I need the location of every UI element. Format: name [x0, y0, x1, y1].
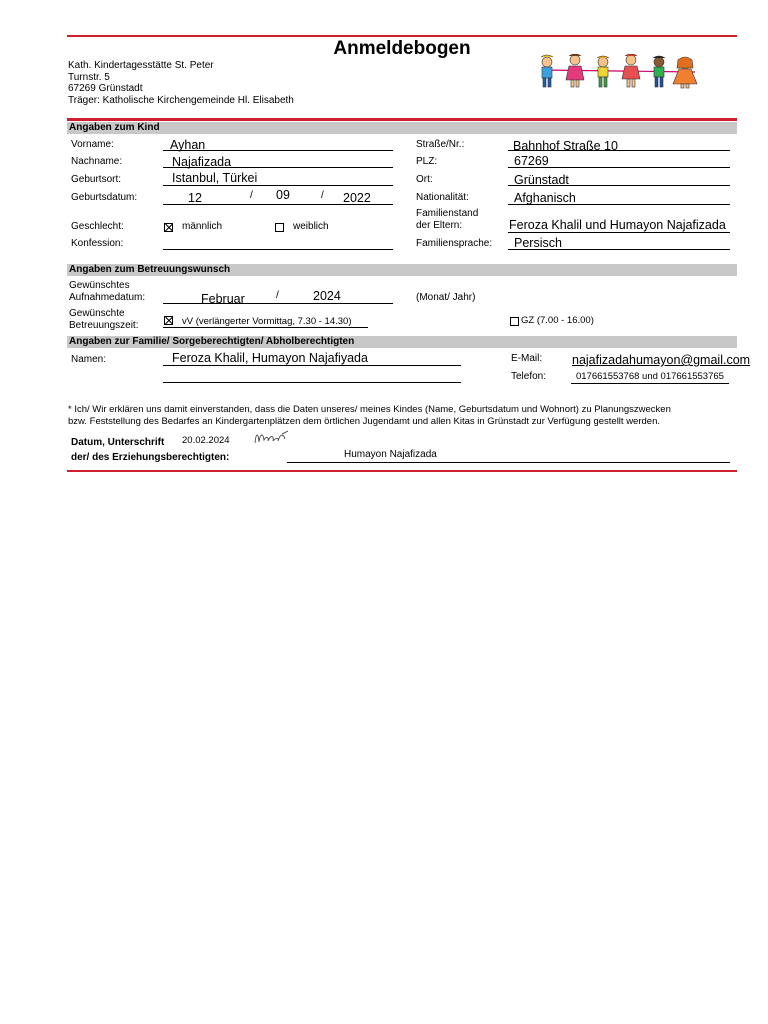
children-illustration-logo	[535, 54, 707, 90]
email-value[interactable]: najafizadahumayon@gmail.com	[572, 353, 751, 367]
section-header-family: Angaben zur Familie/ Sorgeberechtigten/ Abholberechtigten	[67, 336, 737, 348]
geburtsort-underline	[163, 185, 393, 186]
institution-city: 67269 Grünstadt	[68, 83, 143, 94]
familiensprache-label: Familiensprache:	[416, 238, 493, 249]
nationalitaet-label: Nationalität:	[416, 192, 469, 203]
plz-underline	[508, 167, 730, 168]
page-title: Anmeldebogen	[333, 38, 471, 59]
geburtsort-label: Geburtsort:	[71, 174, 122, 185]
nachname-label: Nachname:	[71, 156, 123, 167]
namen-underline-2	[163, 382, 461, 383]
ort-underline	[508, 185, 730, 186]
maennlich-checkbox[interactable]	[164, 223, 173, 232]
strasse-underline	[508, 150, 730, 151]
ort-label: Ort:	[416, 174, 433, 185]
vv-underline	[163, 327, 368, 328]
geburtsdatum-day[interactable]: 12	[188, 191, 202, 205]
vv-option-label: vV (verlängerter Vormittag, 7.30 - 14.30)	[182, 316, 352, 327]
strasse-label: Straße/Nr.:	[416, 139, 465, 150]
konfession-underline	[163, 249, 393, 250]
nachname-underline	[163, 167, 393, 168]
weiblich-checkbox[interactable]	[275, 223, 284, 232]
familienstand-underline	[508, 232, 730, 233]
header-rule	[67, 118, 737, 121]
vorname-value[interactable]: Ayhan	[170, 138, 206, 152]
gz-option-label: GZ (7.00 - 16.00)	[521, 315, 594, 326]
familiensprache-value[interactable]: Persisch	[514, 236, 562, 250]
aufnahme-label-line1: Gewünschtes	[69, 280, 130, 291]
aufnahme-label-line2: Aufnahmedatum:	[69, 292, 146, 303]
nationalitaet-value[interactable]: Afghanisch	[514, 191, 576, 205]
consent-line2: bzw. Feststellung des Bedarfes an Kindergartenplätzen dem örtlichen Jugendamt und allen Kitas in Grünstadt zur Verfügung gestellt werden.	[68, 416, 660, 427]
aufnahme-monat[interactable]: Februar	[201, 292, 245, 306]
nachname-value[interactable]: Najafizada	[172, 155, 232, 169]
email-label: E-Mail:	[511, 353, 543, 364]
ort-value[interactable]: Grünstadt	[514, 173, 569, 187]
konfession-label: Konfession:	[71, 238, 124, 249]
plz-value[interactable]: 67269	[514, 154, 549, 168]
maennlich-label: männlich	[182, 221, 223, 232]
date-separator-2: /	[321, 190, 324, 201]
handwritten-signature	[252, 428, 292, 450]
telefon-label: Telefon:	[511, 371, 547, 382]
vv-checkbox[interactable]	[164, 316, 173, 325]
familienstand-value[interactable]: Feroza Khalil und Humayon Najafizada	[509, 218, 726, 232]
geburtsdatum-underline	[163, 204, 393, 205]
weiblich-label: weiblich	[293, 221, 329, 232]
telefon-value[interactable]: 017661553768 und 017661553765	[576, 371, 724, 382]
signature-underline	[287, 462, 730, 463]
signature-name[interactable]: Humayon Najafizada	[344, 449, 437, 460]
familienstand-label-line2: der Eltern:	[416, 220, 463, 231]
institution-carrier: Träger: Katholische Kirchengemeinde Hl. Elisabeth	[68, 94, 294, 106]
institution-block	[68, 60, 294, 106]
vorname-underline	[163, 150, 393, 151]
zeit-label-line1: Gewünschte	[69, 308, 125, 319]
consent-line1: * Ich/ Wir erklären uns damit einverstanden, dass die Daten unseres/ meines Kindes (Name, Geburtsdatum und Wohnort) zu Planungszwecken	[68, 404, 671, 415]
section-header-care: Angaben zum Betreuungswunsch	[67, 264, 737, 276]
geburtsort-value[interactable]: Istanbul, Türkei	[172, 171, 258, 185]
nationalitaet-underline	[508, 204, 730, 205]
telefon-underline	[571, 383, 729, 384]
zeit-label-line2: Betreuungszeit:	[69, 320, 139, 331]
aufnahme-underline	[163, 303, 393, 304]
geburtsdatum-label: Geburtsdatum:	[71, 192, 138, 203]
plz-label: PLZ:	[416, 156, 438, 167]
top-rule	[67, 35, 737, 37]
institution-street: Turnstr. 5	[68, 71, 110, 83]
gz-checkbox[interactable]	[510, 317, 519, 326]
geschlecht-label: Geschlecht:	[71, 221, 124, 232]
aufnahme-jahr[interactable]: 2024	[313, 289, 341, 303]
date-separator-1: /	[250, 190, 253, 201]
institution-name: Kath. Kindertagesstätte St. Peter	[68, 60, 214, 71]
section-header-child: Angaben zum Kind	[67, 122, 737, 134]
signature-label-line1: Datum, Unterschrift	[71, 437, 165, 448]
signature-date[interactable]: 20.02.2024	[182, 435, 230, 446]
familiensprache-underline	[508, 249, 730, 250]
bottom-rule	[67, 470, 737, 472]
aufnahme-separator: /	[276, 290, 279, 301]
aufnahme-hint: (Monat/ Jahr)	[416, 292, 476, 303]
strasse-value[interactable]: Bahnhof Straße 10	[513, 139, 618, 153]
namen-underline-1	[163, 365, 461, 366]
namen-value[interactable]: Feroza Khalil, Humayon Najafiyada	[172, 351, 368, 365]
familienstand-label-line1: Familienstand	[416, 208, 479, 219]
signature-label-line2: der/ des Erziehungsberechtigten:	[71, 452, 230, 463]
namen-label: Namen:	[71, 354, 107, 365]
geburtsdatum-month[interactable]: 09	[276, 188, 290, 202]
geburtsdatum-year[interactable]: 2022	[343, 191, 371, 205]
vorname-label: Vorname:	[71, 139, 114, 150]
